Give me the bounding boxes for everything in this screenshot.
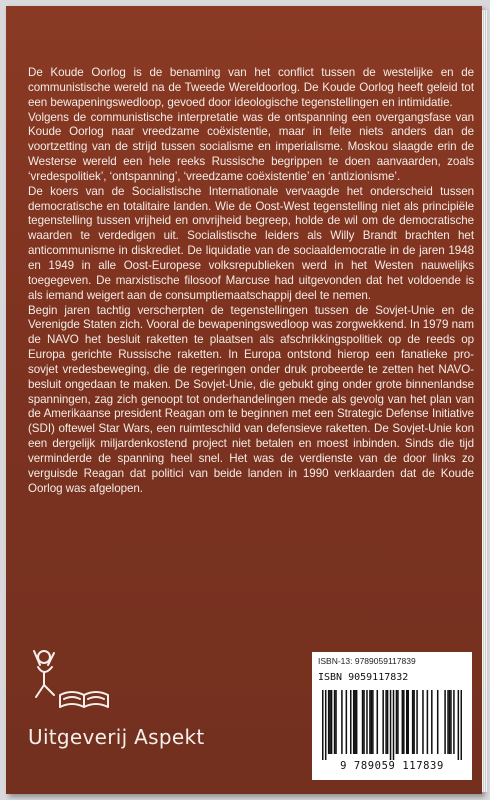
barcode-bars (322, 690, 462, 760)
isbn10-label: ISBN 9059117832 (318, 672, 409, 683)
blurb-paragraph-3: De koers van de Socialistische Internationale vervaagde het onderscheid tussen democratische en totalitaire landen. Wie de Oost-West tegenstelling niet als principiële tegenstelling tussen vrijheid en onvrijheid begreep, holde de wil om de democratische waarden te verdedigen uit. Socialistische leiders als Willy Brandt brachten het anticommunisme in diskrediet. De liquidatie van de sociaaldemocratie in de jaren 1948 en 1949 in alle Oost-Europese volksrepublieken werd in het Westen nauwelijks toegegeven. De marxistische filosoof Marcuse had uitgevonden dat het voldoende is als iemand weigert aan de consumptiemaatschappij deel te nemen. (28, 184, 474, 302)
publisher-block (28, 645, 258, 760)
barcode-bar (377, 690, 379, 754)
barcode-bar (346, 690, 348, 754)
barcode-bar (453, 690, 455, 754)
barcode-bar (341, 690, 343, 754)
barcode-bar (444, 690, 446, 754)
barcode-bar (406, 690, 408, 754)
barcode-bar (431, 690, 433, 754)
barcode-bar (449, 690, 451, 754)
barcode-bar (390, 690, 392, 760)
barcode-bar (372, 690, 374, 754)
barcode-number: 9 789059 117839 (340, 760, 444, 772)
barcode-bar (396, 690, 398, 754)
blurb-paragraph-4: Begin jaren tachtig verscherpten de tegenstellingen tussen de Sovjet-Unie en de Verenigde Staten zich. Vooral de bewapeningswedloop was zorgwekkend. In 1979 nam de NAVO het besluit raketten te plaatsen als afschrikkingspolitiek op de reeds op Europa gerichte Russische raketten. In Europa ontstond hierop een fanatieke pro-sovjet vredesbeweging, die de regeringen onder druk probeerde te zetten het NAVO-besluit ongedaan te maken. De Sovjet-Unie, die gebukt ging onder grote binnenlandse spanningen, zag zich genoopt tot onderhandelingen mede als gevolg van het plan van de Amerikaanse president Reagan om te beginnen met een Strategic Defense Initiative (SDI) oftewel Star Wars, een ruimteschild van defensieve raketten. De Sovjet-Unie kon een dergelijk miljardenkostend project niet betalen en moest inbinden. Sinds die tijd verminderde de spanning heel snel. Het was de verdienste van de door links zo verguisde Reagan dat politici van beide landen in 1990 verklaarden dat de Koude Oorlog was afgelopen. (28, 303, 474, 495)
barcode-bar (416, 690, 418, 754)
barcode-bar (363, 690, 365, 754)
barcode-bar (407, 690, 409, 754)
barcode-bar (334, 690, 336, 754)
barcode-bar (413, 690, 415, 754)
barcode-bar (328, 690, 330, 754)
barcode-bar (322, 690, 324, 760)
barcode-bar (325, 690, 327, 760)
barcode-bar (447, 690, 449, 754)
isbn13-label: ISBN-13: 9789059117839 (318, 656, 416, 666)
barcode-bar (437, 690, 439, 754)
barcode-bar (350, 690, 352, 754)
barcode-bar (450, 690, 452, 754)
barcode-bar (402, 690, 404, 754)
barcode-bar (335, 690, 337, 754)
barcode-bar (461, 690, 462, 760)
publisher-name: Uitgeverij Aspekt (28, 725, 205, 749)
reading-figure-logo-icon (28, 645, 138, 715)
barcode-bar (329, 690, 331, 754)
barcode-bar (397, 690, 399, 754)
back-cover-blurb (28, 66, 474, 496)
barcode-bar (369, 690, 371, 754)
barcode-bar (393, 690, 395, 760)
barcode-bar (371, 690, 373, 754)
barcode-bar (458, 690, 460, 760)
barcode-bar (387, 690, 389, 754)
barcode-label (312, 652, 472, 780)
barcode-bar (366, 690, 368, 754)
barcode-bar (427, 690, 429, 754)
barcode-bar (356, 690, 358, 754)
barcode-bar (412, 690, 414, 754)
barcode-bar (331, 690, 333, 754)
barcode-bar (385, 690, 387, 754)
barcode-bar (354, 690, 356, 754)
barcode-bar (403, 690, 405, 754)
barcode-bar (353, 690, 355, 754)
barcode-bar (382, 690, 384, 754)
blurb-paragraph-2: Volgens de communistische interpretatie was de ontspanning een overgangsfase van Koude Oorlog naar vreedzame coëxistentie, maar in feite niets anders dan de voortzetting van de strijd tussen socialisme en imperialisme. Moskou slaagde erin de Westerse wereld een hele reeks Russische begrippen te doen aanvaarden, zoals ‘vredespolitiek’, ‘ontspanning’, ‘vreedzame coëxistentie’ en ‘antizionisme’. (28, 110, 474, 183)
blurb-paragraph-1: De Koude Oorlog is de benaming van het conflict tussen de westelijke en de communistische wereld na de Tweede Wereldoorlog. De Koude Oorlog heeft geleid tot een bewapeningswedloop, gevoed door ideologische tegenstellingen en intimidatie. (28, 66, 474, 109)
barcode-bar (362, 690, 364, 754)
barcode-bar (422, 690, 424, 754)
page-edges (482, 10, 488, 792)
